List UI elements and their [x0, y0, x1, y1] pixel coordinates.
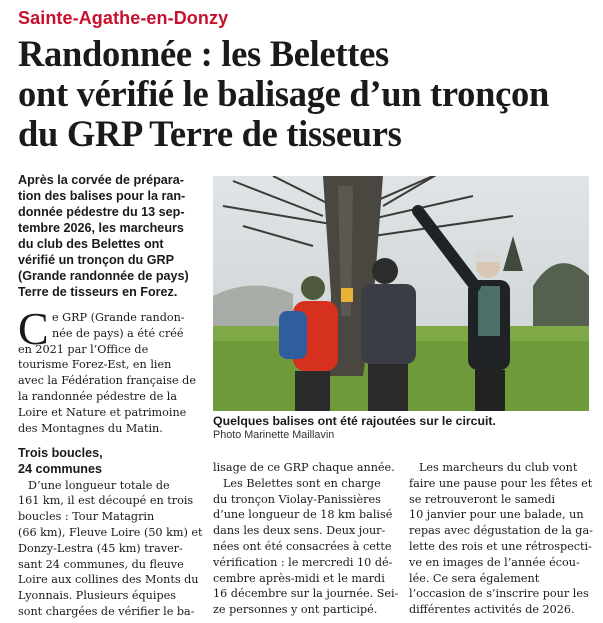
body-line: boucles : Tour Matagrin	[18, 510, 155, 524]
body-line: 161 km, il est découpé en trois	[18, 494, 194, 508]
intro-line: née de pays) a été créé	[52, 326, 184, 340]
body-line: Les marcheurs du club vont	[419, 461, 578, 474]
body-line: cembre après-midi et le mardi	[213, 571, 385, 585]
body-line: différentes activités de 2026.	[409, 603, 575, 617]
body-line: dans les deux sens. Deux jour-	[213, 524, 386, 538]
article-lead	[18, 172, 203, 300]
headline-line: Randonnée : les Belettes	[18, 33, 389, 74]
body-line: D’une longueur totale de	[28, 478, 170, 492]
lead-line: Terre de tisseurs en Forez.	[18, 285, 178, 299]
body-column-1	[18, 446, 208, 620]
body-line: nées ont été consacrées à cette	[213, 539, 392, 553]
body-line: sant 24 communes, du fleuve	[18, 557, 184, 571]
body-column-3	[409, 460, 599, 618]
body-line: repas avec dégustation de la ga-	[409, 524, 593, 538]
drop-cap: C	[18, 303, 49, 354]
body-line: lée. Ce sera également	[409, 571, 540, 585]
headline-line: ont vérifié le balisage d’un tronçon	[18, 73, 549, 114]
body-line: faire une pause pour les fêtes et	[409, 476, 593, 490]
body-line: vérification : le mercredi 10 dé-	[213, 555, 393, 569]
photo-credit: Photo Marinette Maillavin	[213, 429, 335, 441]
body-line: se retrouveront le samedi	[409, 492, 556, 506]
lead-line: vérifié un tronçon du GRP	[18, 253, 175, 267]
body-line: d’une longueur de 18 km balisé	[213, 508, 393, 522]
intro-line: tourisme Forez-Est, en lien	[18, 358, 172, 372]
lead-line: tembre 2026, les marcheurs	[18, 221, 184, 235]
intro-line: avec la Fédération française de	[18, 374, 196, 388]
photo-caption	[213, 414, 589, 442]
lead-line: du club des Belettes ont	[18, 237, 164, 251]
lead-line: (Grande randonnée de pays)	[18, 269, 189, 283]
caption-text: Quelques balises ont été rajoutées sur le circuit.	[213, 414, 496, 428]
body-line: ve en images de l’année écou-	[409, 555, 580, 569]
body-line: lette des rois et une rétrospecti-	[409, 539, 592, 553]
body-line: Donzy-Lestra (45 km) traver-	[18, 541, 183, 555]
body-line: l’occasion de s’inscrire pour les	[409, 587, 589, 601]
intro-line: la randonnée pédestre de la	[18, 389, 178, 403]
body-line: Les Belettes sont en charge	[223, 476, 381, 490]
body-line: sont chargées de vérifier le ba-	[18, 604, 195, 618]
lead-line: Après la corvée de prépara-	[18, 173, 184, 187]
subheading: 24 communes	[18, 461, 102, 476]
article-headline	[18, 34, 598, 154]
body-line: ze personnes y ont participé.	[213, 603, 378, 617]
intro-line: en 2021 par l’Office de	[18, 342, 149, 356]
article-photo	[213, 176, 589, 411]
section-kicker: Sainte-Agathe-en-Donzy	[18, 8, 229, 28]
hikers-at-tree-illustration	[213, 176, 589, 411]
intro-line: des Montagnes du Matin.	[18, 421, 163, 435]
intro-line: Loire et Nature et patrimoine	[18, 405, 187, 419]
headline-line: du GRP Terre de tisseurs	[18, 113, 402, 154]
intro-line: e GRP (Grande randon-	[52, 311, 185, 324]
body-line: lisage de ce GRP chaque année.	[213, 461, 395, 474]
subheading: Trois boucles,	[18, 446, 103, 460]
body-line: 16 décembre sur la journée. Sei-	[213, 587, 399, 601]
lead-line: tion des balises pour la ran-	[18, 189, 186, 203]
body-line: du tronçon Violay-Panissières	[213, 492, 381, 506]
intro-paragraph	[18, 310, 208, 436]
lead-line: donnée pédestre du 13 sep-	[18, 205, 185, 219]
body-line: Loire aux collines des Monts du	[18, 573, 199, 587]
body-column-2	[213, 460, 403, 618]
body-line: (66 km), Fleuve Loire (50 km) et	[18, 525, 203, 539]
body-line: Lyonnais. Plusieurs équipes	[18, 589, 176, 603]
body-line: 10 janvier pour une balade, un	[409, 508, 584, 522]
